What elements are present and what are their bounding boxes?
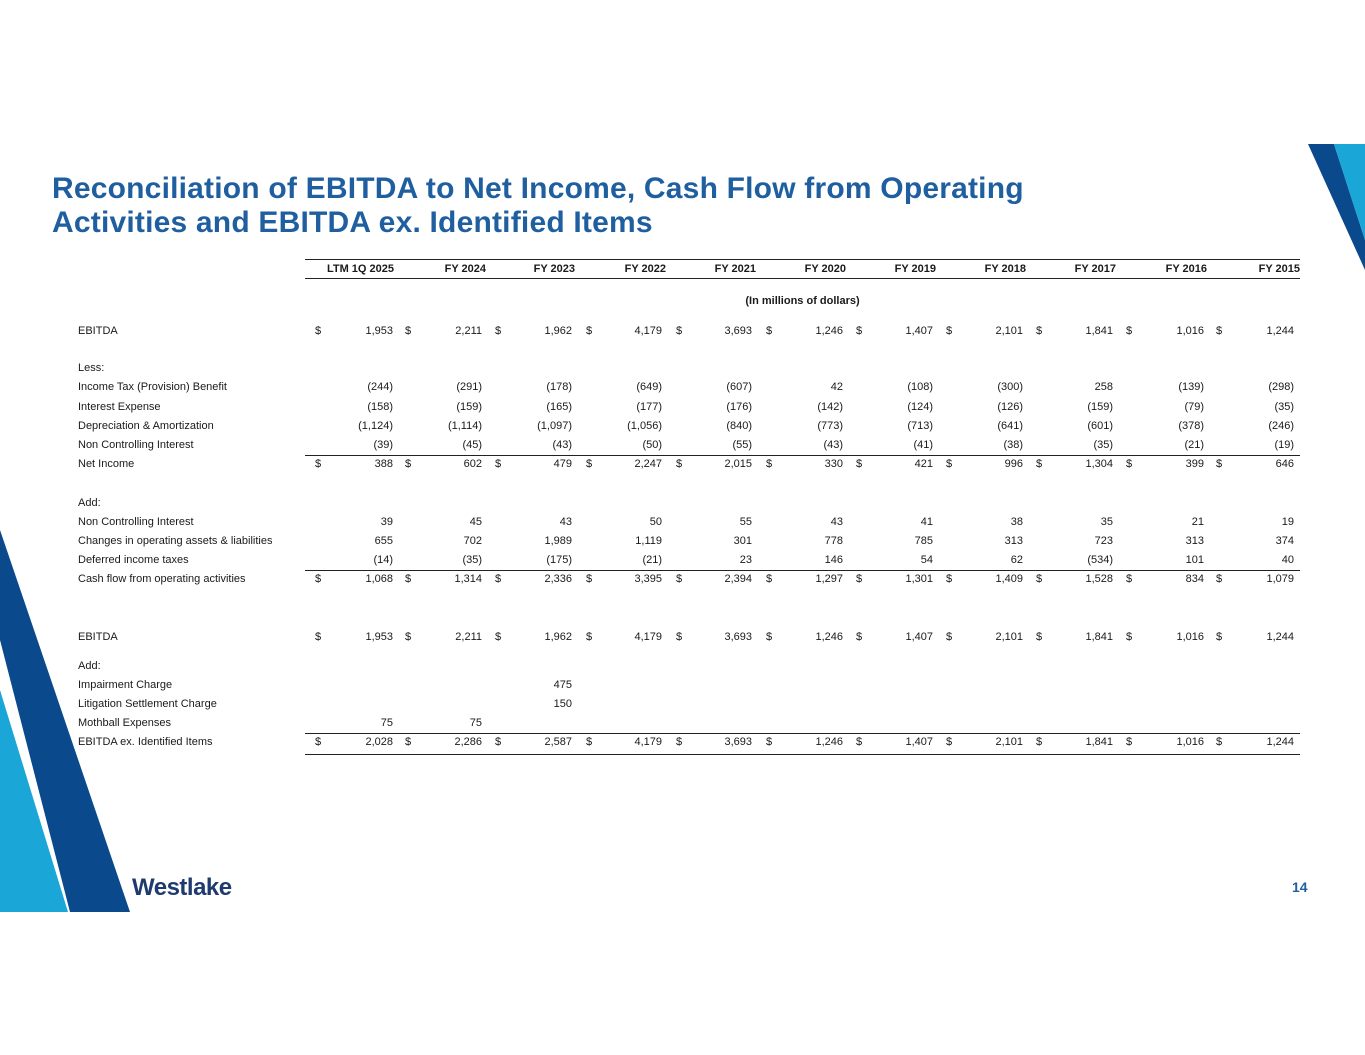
cell-value: 399 xyxy=(1185,458,1204,470)
cell-value: 3,395 xyxy=(634,573,662,585)
cell-value: 1,297 xyxy=(815,573,843,585)
currency-symbol: $ xyxy=(1126,573,1133,585)
cell-value: 996 xyxy=(1004,458,1023,470)
cell-value: (142) xyxy=(817,401,843,413)
currency-symbol: $ xyxy=(1216,458,1223,470)
cell-value: 43 xyxy=(559,516,572,528)
table-row xyxy=(0,381,1365,397)
currency-symbol: $ xyxy=(1126,325,1133,337)
column-header: FY 2021 xyxy=(714,263,756,275)
cell-value: (21) xyxy=(642,554,662,566)
cell-value: 75 xyxy=(380,717,393,729)
currency-symbol: $ xyxy=(495,325,502,337)
currency-symbol: $ xyxy=(1216,325,1223,337)
header-bottom-rule xyxy=(305,278,1300,279)
cell-value: 2,286 xyxy=(454,736,482,748)
cell-value: (300) xyxy=(997,381,1023,393)
cell-value: (298) xyxy=(1268,381,1294,393)
cell-value: 23 xyxy=(739,554,752,566)
row-label: Add: xyxy=(78,497,101,509)
cell-value: 1,841 xyxy=(1085,736,1113,748)
cell-value: (41) xyxy=(913,439,933,451)
column-header: FY 2015 xyxy=(1258,263,1300,275)
cell-value: (177) xyxy=(636,401,662,413)
cell-value: 2,394 xyxy=(724,573,752,585)
column-header: FY 2024 xyxy=(444,263,486,275)
currency-symbol: $ xyxy=(856,325,863,337)
currency-symbol: $ xyxy=(1036,736,1043,748)
cell-value: 45 xyxy=(469,516,482,528)
cell-value: (14) xyxy=(373,554,393,566)
cell-value: (159) xyxy=(456,401,482,413)
westlake-logo xyxy=(132,874,232,902)
column-header: FY 2020 xyxy=(804,263,846,275)
cell-value: 62 xyxy=(1010,554,1023,566)
cell-value: 1,989 xyxy=(544,535,572,547)
currency-symbol: $ xyxy=(766,325,773,337)
cell-value: 2,587 xyxy=(544,736,572,748)
cell-value: (291) xyxy=(456,381,482,393)
cell-value: (21) xyxy=(1184,439,1204,451)
currency-symbol: $ xyxy=(586,631,593,643)
page-title xyxy=(52,172,1024,240)
cell-value: (35) xyxy=(1274,401,1294,413)
cell-value: (126) xyxy=(997,401,1023,413)
cell-value: (35) xyxy=(462,554,482,566)
cell-value: 702 xyxy=(463,535,482,547)
total-rule xyxy=(305,455,1300,456)
currency-symbol: $ xyxy=(856,458,863,470)
cell-value: 1,314 xyxy=(454,573,482,585)
cell-value: (1,124) xyxy=(358,420,393,432)
cell-value: 1,407 xyxy=(905,631,933,643)
currency-symbol: $ xyxy=(766,573,773,585)
table-row xyxy=(0,717,1365,733)
currency-symbol: $ xyxy=(586,458,593,470)
cell-value: 3,693 xyxy=(724,325,752,337)
table-row xyxy=(0,631,1365,647)
cell-value: 2,028 xyxy=(365,736,393,748)
cell-value: (50) xyxy=(642,439,662,451)
table-row xyxy=(0,535,1365,551)
cell-value: 150 xyxy=(553,698,572,710)
table-row xyxy=(0,497,1365,513)
row-label: Non Controlling Interest xyxy=(78,516,194,528)
cell-value: 655 xyxy=(374,535,393,547)
cell-value: (840) xyxy=(726,420,752,432)
cell-value: (534) xyxy=(1087,554,1113,566)
row-label: Add: xyxy=(78,660,101,672)
cell-value: 1,301 xyxy=(905,573,933,585)
cell-value: (108) xyxy=(907,381,933,393)
currency-symbol: $ xyxy=(766,736,773,748)
row-label: Net Income xyxy=(78,458,135,470)
cell-value: 1,407 xyxy=(905,736,933,748)
currency-symbol: $ xyxy=(405,573,412,585)
cell-value: 1,246 xyxy=(815,736,843,748)
page-number: 14 xyxy=(1292,879,1308,895)
cell-value: 602 xyxy=(463,458,482,470)
column-header: FY 2023 xyxy=(533,263,575,275)
table-row xyxy=(0,516,1365,532)
cell-value: (79) xyxy=(1184,401,1204,413)
cell-value: (773) xyxy=(817,420,843,432)
logo-text: Westlake xyxy=(132,874,232,901)
cell-value: (1,056) xyxy=(627,420,662,432)
cell-value: 1,016 xyxy=(1176,325,1204,337)
cell-value: 1,016 xyxy=(1176,736,1204,748)
currency-symbol: $ xyxy=(676,631,683,643)
cell-value: (378) xyxy=(1178,420,1204,432)
cell-value: 4,179 xyxy=(634,736,662,748)
cell-value: 4,179 xyxy=(634,325,662,337)
cell-value: 1,841 xyxy=(1085,325,1113,337)
cell-value: (55) xyxy=(732,439,752,451)
currency-symbol: $ xyxy=(1126,458,1133,470)
cell-value: (713) xyxy=(907,420,933,432)
column-header: FY 2017 xyxy=(1074,263,1116,275)
table-row xyxy=(0,736,1365,752)
currency-symbol: $ xyxy=(766,458,773,470)
row-label: Income Tax (Provision) Benefit xyxy=(78,381,227,393)
cell-value: 723 xyxy=(1094,535,1113,547)
currency-symbol: $ xyxy=(586,325,593,337)
cell-value: 1,079 xyxy=(1266,573,1294,585)
cell-value: (159) xyxy=(1087,401,1113,413)
currency-symbol: $ xyxy=(315,736,322,748)
cell-value: 43 xyxy=(830,516,843,528)
cell-value: (158) xyxy=(367,401,393,413)
currency-symbol: $ xyxy=(405,736,412,748)
row-label: EBITDA xyxy=(78,325,118,337)
cell-value: 35 xyxy=(1100,516,1113,528)
cell-value: 1,244 xyxy=(1266,631,1294,643)
currency-symbol: $ xyxy=(856,573,863,585)
cell-value: (607) xyxy=(726,381,752,393)
cell-value: 785 xyxy=(914,535,933,547)
cell-value: (1,114) xyxy=(447,420,482,432)
currency-symbol: $ xyxy=(676,325,683,337)
currency-symbol: $ xyxy=(1126,631,1133,643)
cell-value: 1,246 xyxy=(815,325,843,337)
cell-value: 38 xyxy=(1010,516,1023,528)
cell-value: (38) xyxy=(1003,439,1023,451)
cell-value: 778 xyxy=(824,535,843,547)
cell-value: 1,068 xyxy=(365,573,393,585)
row-label: EBITDA ex. Identified Items xyxy=(78,736,213,748)
cell-value: 19 xyxy=(1281,516,1294,528)
cell-value: 3,693 xyxy=(724,631,752,643)
currency-symbol: $ xyxy=(856,736,863,748)
cell-value: (246) xyxy=(1268,420,1294,432)
currency-symbol: $ xyxy=(586,573,593,585)
cell-value: (641) xyxy=(997,420,1023,432)
currency-symbol: $ xyxy=(1216,631,1223,643)
currency-symbol: $ xyxy=(766,631,773,643)
currency-symbol: $ xyxy=(946,458,953,470)
table-row xyxy=(0,458,1365,474)
table-row xyxy=(0,420,1365,436)
cell-value: 421 xyxy=(914,458,933,470)
total-rule xyxy=(305,733,1300,734)
cell-value: 2,211 xyxy=(455,631,482,643)
units-label: (In millions of dollars) xyxy=(745,295,860,307)
cell-value: 479 xyxy=(553,458,572,470)
row-label: Non Controlling Interest xyxy=(78,439,194,451)
currency-symbol: $ xyxy=(676,736,683,748)
cell-value: 1,962 xyxy=(544,631,572,643)
cell-value: (43) xyxy=(552,439,572,451)
cell-value: 2,247 xyxy=(634,458,662,470)
currency-symbol: $ xyxy=(315,325,322,337)
column-header: FY 2022 xyxy=(624,263,666,275)
cell-value: 2,101 xyxy=(995,631,1023,643)
currency-symbol: $ xyxy=(495,631,502,643)
cell-value: 258 xyxy=(1094,381,1113,393)
currency-symbol: $ xyxy=(586,736,593,748)
corner-stripe-decoration xyxy=(1300,140,1365,290)
currency-symbol: $ xyxy=(405,631,412,643)
cell-value: 1,407 xyxy=(905,325,933,337)
cell-value: 146 xyxy=(824,554,843,566)
cell-value: 374 xyxy=(1275,535,1294,547)
cell-value: (244) xyxy=(367,381,393,393)
table-row xyxy=(0,554,1365,570)
cell-value: 1,962 xyxy=(544,325,572,337)
cell-value: 646 xyxy=(1275,458,1294,470)
cell-value: 1,528 xyxy=(1085,573,1113,585)
table-row xyxy=(0,401,1365,417)
cell-value: 55 xyxy=(739,516,752,528)
currency-symbol: $ xyxy=(946,631,953,643)
cell-value: 834 xyxy=(1185,573,1204,585)
cell-value: 41 xyxy=(920,516,933,528)
row-label: Mothball Expenses xyxy=(78,717,171,729)
cell-value: 1,244 xyxy=(1266,736,1294,748)
row-label: EBITDA xyxy=(78,631,118,643)
cell-value: (45) xyxy=(462,439,482,451)
cell-value: 1,953 xyxy=(365,325,393,337)
cell-value: 388 xyxy=(374,458,393,470)
cell-value: 21 xyxy=(1191,516,1204,528)
currency-symbol: $ xyxy=(315,458,322,470)
cell-value: 1,953 xyxy=(365,631,393,643)
cell-value: 4,179 xyxy=(634,631,662,643)
cell-value: (1,097) xyxy=(537,420,572,432)
currency-symbol: $ xyxy=(405,458,412,470)
row-label: Depreciation & Amortization xyxy=(78,420,214,432)
row-label: Interest Expense xyxy=(78,401,161,413)
cell-value: 75 xyxy=(469,717,482,729)
currency-symbol: $ xyxy=(676,458,683,470)
currency-symbol: $ xyxy=(1126,736,1133,748)
row-label: Less: xyxy=(78,362,105,374)
column-header: LTM 1Q 2025 xyxy=(326,263,394,275)
currency-symbol: $ xyxy=(946,736,953,748)
cell-value: 1,244 xyxy=(1266,325,1294,337)
cell-value: 301 xyxy=(733,535,752,547)
cell-value: 1,409 xyxy=(995,573,1023,585)
cell-value: 1,119 xyxy=(635,535,662,547)
cell-value: (178) xyxy=(546,381,572,393)
cell-value: (649) xyxy=(636,381,662,393)
cell-value: 101 xyxy=(1185,554,1204,566)
table-row xyxy=(0,660,1365,676)
column-header: FY 2016 xyxy=(1165,263,1207,275)
currency-symbol: $ xyxy=(1036,631,1043,643)
title-line-2: Activities and EBITDA ex. Identified Items xyxy=(52,206,653,239)
cell-value: 2,336 xyxy=(544,573,572,585)
cell-value: 2,101 xyxy=(995,325,1023,337)
cell-value: (165) xyxy=(546,401,572,413)
cell-value: 54 xyxy=(920,554,933,566)
table-row xyxy=(0,439,1365,455)
currency-symbol: $ xyxy=(676,573,683,585)
cell-value: 1,304 xyxy=(1085,458,1113,470)
table-row xyxy=(0,573,1365,589)
cell-value: 2,101 xyxy=(995,736,1023,748)
table-row xyxy=(0,679,1365,695)
currency-symbol: $ xyxy=(1216,573,1223,585)
cell-value: 1,246 xyxy=(815,631,843,643)
currency-symbol: $ xyxy=(946,325,953,337)
currency-symbol: $ xyxy=(495,573,502,585)
currency-symbol: $ xyxy=(315,573,322,585)
cell-value: 39 xyxy=(380,516,393,528)
currency-symbol: $ xyxy=(856,631,863,643)
currency-symbol: $ xyxy=(946,573,953,585)
cell-value: 50 xyxy=(649,516,662,528)
table-row xyxy=(0,362,1365,378)
cell-value: (175) xyxy=(546,554,572,566)
column-header: FY 2019 xyxy=(894,263,936,275)
cell-value: 330 xyxy=(824,458,843,470)
row-label: Changes in operating assets & liabilities xyxy=(78,535,273,547)
row-label: Impairment Charge xyxy=(78,679,173,691)
cell-value: (601) xyxy=(1087,420,1113,432)
row-label: Cash flow from operating activities xyxy=(78,573,246,585)
row-label: Litigation Settlement Charge xyxy=(78,698,217,710)
total-rule xyxy=(305,570,1300,571)
cell-value: (39) xyxy=(373,439,393,451)
table-top-rule xyxy=(305,259,1300,260)
currency-symbol: $ xyxy=(1216,736,1223,748)
table-row xyxy=(0,325,1365,341)
cell-value: 313 xyxy=(1004,535,1023,547)
cell-value: 475 xyxy=(553,679,572,691)
currency-symbol: $ xyxy=(315,631,322,643)
total-rule xyxy=(305,754,1300,755)
currency-symbol: $ xyxy=(1036,573,1043,585)
title-line-1: Reconciliation of EBITDA to Net Income, Cash Flow from Operating xyxy=(52,172,1024,205)
cell-value: (124) xyxy=(907,401,933,413)
currency-symbol: $ xyxy=(495,458,502,470)
cell-value: (139) xyxy=(1178,381,1204,393)
cell-value: (176) xyxy=(726,401,752,413)
cell-value: 2,211 xyxy=(455,325,482,337)
column-header: FY 2018 xyxy=(984,263,1026,275)
currency-symbol: $ xyxy=(1036,325,1043,337)
cell-value: (35) xyxy=(1093,439,1113,451)
currency-symbol: $ xyxy=(495,736,502,748)
cell-value: 3,693 xyxy=(724,736,752,748)
currency-symbol: $ xyxy=(1036,458,1043,470)
currency-symbol: $ xyxy=(405,325,412,337)
cell-value: 40 xyxy=(1281,554,1294,566)
cell-value: (43) xyxy=(823,439,843,451)
cell-value: 42 xyxy=(830,381,843,393)
table-row xyxy=(0,698,1365,714)
cell-value: 1,841 xyxy=(1085,631,1113,643)
cell-value: 1,016 xyxy=(1176,631,1204,643)
cell-value: 2,015 xyxy=(724,458,752,470)
cell-value: (19) xyxy=(1274,439,1294,451)
cell-value: 313 xyxy=(1185,535,1204,547)
row-label: Deferred income taxes xyxy=(78,554,189,566)
